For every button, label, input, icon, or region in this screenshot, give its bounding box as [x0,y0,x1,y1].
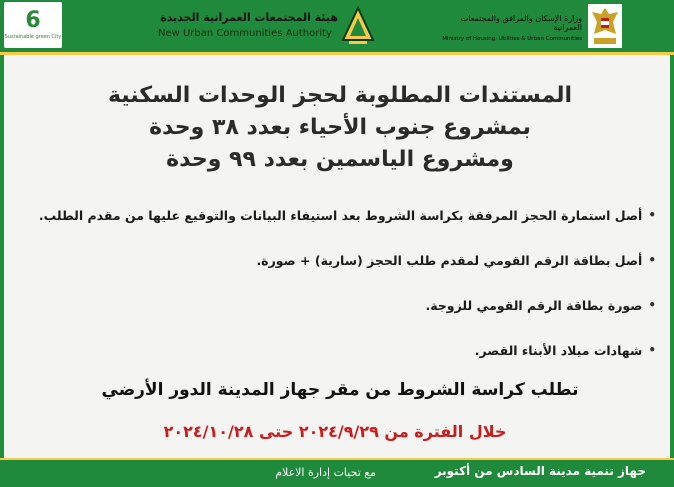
ministry-title [432,14,582,42]
footer-media-credit: مع تحيات إدارة الاعلام [275,466,376,479]
egypt-eagle-icon [588,4,622,48]
list-item-text: صورة بطاقة الرقم القومي للزوجة. [425,298,643,313]
list-item [30,298,656,343]
bullet-icon: • [648,343,656,357]
footer-city-authority: جهاز تنمية مدينة السادس من أكتوبر [434,464,646,478]
title-line-1: المستندات المطلوبة لحجز الوحدات السكنية [108,83,572,108]
title-line-2: بمشروع جنوب الأحياء بعدد ٣٨ وحدة [149,115,531,140]
october-city-logo [4,2,62,48]
ministry-name-en: Ministry of Housing, Utilities & Urban Communities [442,36,582,42]
authority-name-ar: هيئة المجتمعات العمرانية الجديدة [160,11,338,24]
ministry-name-ar: وزارة الإسكان والمرافق والمجتمعات العمرانية [460,14,582,32]
page-title [80,80,600,176]
footer-bar [0,458,674,487]
logo-number: 6 [25,8,41,33]
bullet-icon: • [648,253,656,267]
list-item [30,208,656,253]
bullet-icon: • [648,298,656,312]
list-item [30,253,656,298]
list-item-text: أصل استمارة الحجز المرفقة بكراسة الشروط بعد استيفاء البيانات والتوقيع عليها من مقدم الطلب. [38,208,643,223]
list-item-text: أصل بطاقة الرقم القومي لمقدم طلب الحجز (سارية) + صورة. [256,253,643,268]
list-item-text: شهادات ميلاد الأبناء القصر. [474,343,643,358]
logo-caption: Sustainable green City [4,34,62,40]
title-line-3: ومشروع الياسمين بعدد ٩٩ وحدة [166,147,514,172]
bullet-icon: • [648,208,656,222]
requirements-list [30,208,656,388]
authority-name-en: New Urban Communities Authority [158,28,332,39]
header-bar [0,0,674,55]
booklet-location-note: تطلب كراسة الشروط من مقر جهاز المدينة الدور الأرضي [101,380,579,400]
nuca-logo-icon [341,6,375,46]
booking-period: خلال الفترة من ٢٠٢٤/٩/٢٩ حتى ٢٠٢٤/١٠/٢٨ [163,422,507,441]
authority-title [158,11,338,39]
